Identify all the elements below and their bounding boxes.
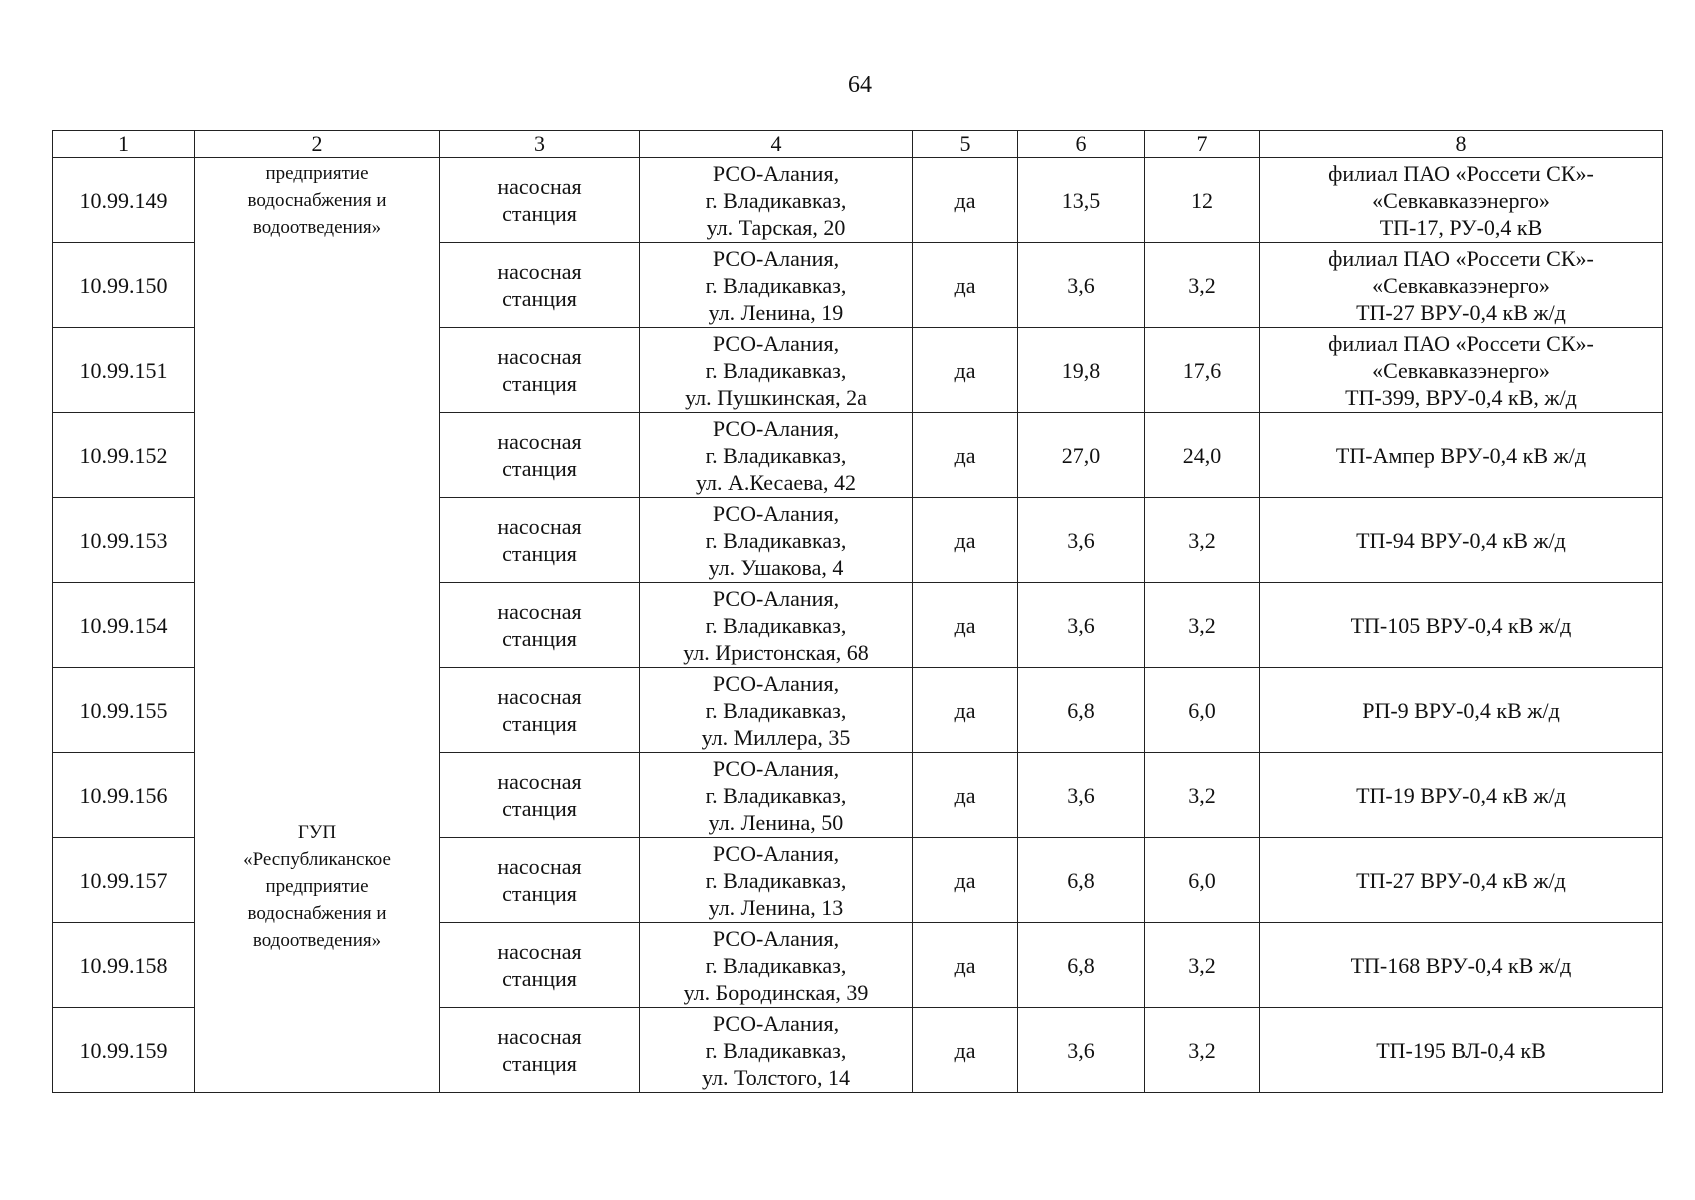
value-col7-cell: 24,0 bbox=[1145, 413, 1260, 498]
header-cell: 3 bbox=[440, 131, 640, 158]
value-col6-cell: 3,6 bbox=[1018, 243, 1145, 328]
value-col7-cell: 6,0 bbox=[1145, 838, 1260, 923]
address-cell: РСО-Алания, г. Владикавказ, ул. Иристонская, 68 bbox=[640, 583, 913, 668]
power-source-cell: ТП-Ампер ВРУ-0,4 кВ ж/д bbox=[1260, 413, 1663, 498]
object-type-cell: насосная станция bbox=[440, 1008, 640, 1093]
object-type-cell: насосная станция bbox=[440, 158, 640, 243]
value-col6-cell: 3,6 bbox=[1018, 498, 1145, 583]
value-col7-cell: 3,2 bbox=[1145, 923, 1260, 1008]
power-source-cell: ТП-195 ВЛ-0,4 кВ bbox=[1260, 1008, 1663, 1093]
flag-cell: да bbox=[913, 668, 1018, 753]
table-row bbox=[53, 158, 1663, 243]
power-source-cell: филиал ПАО «Россети СК»- «Севкавказэнерго» ТП-17, РУ-0,4 кВ bbox=[1260, 158, 1663, 243]
value-col6-cell: 13,5 bbox=[1018, 158, 1145, 243]
row-id-cell: 10.99.153 bbox=[53, 498, 195, 583]
address-cell: РСО-Алания, г. Владикавказ, ул. Миллера, 35 bbox=[640, 668, 913, 753]
row-id-cell: 10.99.156 bbox=[53, 753, 195, 838]
row-id-cell: 10.99.151 bbox=[53, 328, 195, 413]
table-body bbox=[53, 158, 1663, 1093]
object-type-cell: насосная станция bbox=[440, 753, 640, 838]
power-source-cell: РП-9 ВРУ-0,4 кВ ж/д bbox=[1260, 668, 1663, 753]
data-table bbox=[52, 130, 1663, 1093]
flag-cell: да bbox=[913, 838, 1018, 923]
value-col7-cell: 3,2 bbox=[1145, 243, 1260, 328]
flag-cell: да bbox=[913, 1008, 1018, 1093]
object-type-cell: насосная станция bbox=[440, 413, 640, 498]
value-col7-cell: 3,2 bbox=[1145, 498, 1260, 583]
address-cell: РСО-Алания, г. Владикавказ, ул. Тарская, 20 bbox=[640, 158, 913, 243]
value-col6-cell: 3,6 bbox=[1018, 753, 1145, 838]
header-cell: 2 bbox=[195, 131, 440, 158]
header-cell: 8 bbox=[1260, 131, 1663, 158]
header-row bbox=[53, 131, 1663, 158]
header-cell: 7 bbox=[1145, 131, 1260, 158]
object-type-cell: насосная станция bbox=[440, 583, 640, 668]
organization-name: ГУП «Республиканское предприятие водоснабжения и водоотведения» bbox=[243, 822, 391, 951]
address-cell: РСО-Алания, г. Владикавказ, ул. Ленина, 19 bbox=[640, 243, 913, 328]
value-col6-cell: 6,8 bbox=[1018, 668, 1145, 753]
row-id-cell: 10.99.155 bbox=[53, 668, 195, 753]
flag-cell: да bbox=[913, 498, 1018, 583]
power-source-cell: ТП-94 ВРУ-0,4 кВ ж/д bbox=[1260, 498, 1663, 583]
object-type-cell: насосная станция bbox=[440, 243, 640, 328]
row-id-cell: 10.99.154 bbox=[53, 583, 195, 668]
row-id-cell: 10.99.149 bbox=[53, 158, 195, 243]
value-col6-cell: 6,8 bbox=[1018, 923, 1145, 1008]
organization-cell bbox=[195, 158, 440, 1093]
address-cell: РСО-Алания, г. Владикавказ, ул. А.Кесаева, 42 bbox=[640, 413, 913, 498]
flag-cell: да bbox=[913, 583, 1018, 668]
value-col6-cell: 19,8 bbox=[1018, 328, 1145, 413]
page-number: 64 bbox=[848, 72, 872, 98]
value-col6-cell: 3,6 bbox=[1018, 1008, 1145, 1093]
power-source-cell: ТП-168 ВРУ-0,4 кВ ж/д bbox=[1260, 923, 1663, 1008]
object-type-cell: насосная станция bbox=[440, 838, 640, 923]
header-cell: 1 bbox=[53, 131, 195, 158]
header-cell: 4 bbox=[640, 131, 913, 158]
header-cell: 6 bbox=[1018, 131, 1145, 158]
address-cell: РСО-Алания, г. Владикавказ, ул. Ушакова, 4 bbox=[640, 498, 913, 583]
row-id-cell: 10.99.152 bbox=[53, 413, 195, 498]
value-col6-cell: 3,6 bbox=[1018, 583, 1145, 668]
row-id-cell: 10.99.150 bbox=[53, 243, 195, 328]
value-col7-cell: 3,2 bbox=[1145, 1008, 1260, 1093]
row-id-cell: 10.99.159 bbox=[53, 1008, 195, 1093]
header-cell: 5 bbox=[913, 131, 1018, 158]
flag-cell: да bbox=[913, 753, 1018, 838]
value-col6-cell: 6,8 bbox=[1018, 838, 1145, 923]
power-source-cell: филиал ПАО «Россети СК»- «Севкавказэнерго» ТП-27 ВРУ-0,4 кВ ж/д bbox=[1260, 243, 1663, 328]
address-cell: РСО-Алания, г. Владикавказ, ул. Ленина, 50 bbox=[640, 753, 913, 838]
flag-cell: да bbox=[913, 158, 1018, 243]
power-source-cell: филиал ПАО «Россети СК»- «Севкавказэнерго» ТП-399, ВРУ-0,4 кВ, ж/д bbox=[1260, 328, 1663, 413]
row-id-cell: 10.99.158 bbox=[53, 923, 195, 1008]
value-col7-cell: 17,6 bbox=[1145, 328, 1260, 413]
flag-cell: да bbox=[913, 413, 1018, 498]
flag-cell: да bbox=[913, 243, 1018, 328]
address-cell: РСО-Алания, г. Владикавказ, ул. Пушкинская, 2а bbox=[640, 328, 913, 413]
value-col7-cell: 3,2 bbox=[1145, 753, 1260, 838]
organization-name-continued: предприятие водоснабжения и водоотведения» bbox=[247, 163, 387, 238]
row-id-cell: 10.99.157 bbox=[53, 838, 195, 923]
object-type-cell: насосная станция bbox=[440, 668, 640, 753]
power-source-cell: ТП-105 ВРУ-0,4 кВ ж/д bbox=[1260, 583, 1663, 668]
flag-cell: да bbox=[913, 328, 1018, 413]
object-type-cell: насосная станция bbox=[440, 328, 640, 413]
value-col6-cell: 27,0 bbox=[1018, 413, 1145, 498]
power-source-cell: ТП-27 ВРУ-0,4 кВ ж/д bbox=[1260, 838, 1663, 923]
value-col7-cell: 6,0 bbox=[1145, 668, 1260, 753]
value-col7-cell: 3,2 bbox=[1145, 583, 1260, 668]
value-col7-cell: 12 bbox=[1145, 158, 1260, 243]
object-type-cell: насосная станция bbox=[440, 498, 640, 583]
address-cell: РСО-Алания, г. Владикавказ, ул. Бородинская, 39 bbox=[640, 923, 913, 1008]
address-cell: РСО-Алания, г. Владикавказ, ул. Ленина, 13 bbox=[640, 838, 913, 923]
flag-cell: да bbox=[913, 923, 1018, 1008]
object-type-cell: насосная станция bbox=[440, 923, 640, 1008]
power-source-cell: ТП-19 ВРУ-0,4 кВ ж/д bbox=[1260, 753, 1663, 838]
address-cell: РСО-Алания, г. Владикавказ, ул. Толстого, 14 bbox=[640, 1008, 913, 1093]
